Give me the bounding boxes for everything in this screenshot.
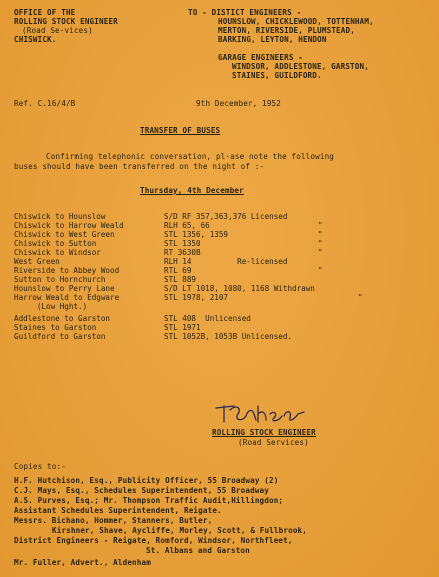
transfer-row	[14, 275, 434, 284]
transfer-row	[14, 302, 434, 311]
transfer-row	[14, 239, 434, 248]
transfer-route: Harrow Weald to Edgware	[14, 293, 120, 302]
copy-recipient: District Engineers - Reigate, Romford, Windsor, Northfleet,	[14, 536, 293, 545]
transfer-buses: S/D RF 357,363,376 Licensed	[164, 212, 288, 221]
transfer-buses: STL 1978, 2107	[164, 293, 229, 302]
transfer-route: Chiswick to West Green	[14, 230, 115, 239]
transfer-buses: S/D LT 1018, 1080, 1168 Withdrawn	[164, 284, 315, 293]
to-line7: STAINES, GUILDFORD.	[232, 71, 322, 80]
intro-line1: Confirming telephonic conversation, pl·ase note the following	[46, 152, 335, 161]
transfer-buses: RT 3630B	[164, 248, 201, 257]
transfer-route: Chiswick to Hounslow	[14, 212, 106, 221]
from-office-line4: CHISWICK.	[14, 35, 57, 44]
to-line6: WINDSOR, ADDLESTONE, GARSTON,	[232, 62, 369, 71]
transfer-buses: STL 1350	[164, 239, 201, 248]
transfer-route: Chiswick to Sutton	[14, 239, 97, 248]
transfer-buses: RTL 69	[164, 266, 192, 275]
transfer-route: Riverside to Abbey Wood	[14, 266, 120, 275]
copy-recipient: A.S. Purves, Esq.; Mr. Thompson Traffic Audit,Hillingdon;	[14, 496, 284, 505]
transfer-route: (Low Hght.)	[14, 302, 88, 311]
to-line5: GARAGE ENGINEERS -	[218, 53, 303, 62]
transfer-row	[14, 266, 434, 275]
copy-recipient: H.F. Hutchison, Esq., Publicity Officer, 55 Broadway (2)	[14, 476, 279, 485]
to-line3: MERTON, RIVERSIDE, PLUMSTEAD,	[218, 26, 355, 35]
transfer-route: Chiswick to Harrow Weald	[14, 221, 124, 230]
transfer-row	[14, 248, 434, 257]
transfer-row	[14, 284, 434, 293]
copy-recipient: St. Albans and Garston	[146, 546, 250, 555]
from-office-line3: (Road Se·vices)	[22, 26, 93, 35]
transfer-buses: RLH 65, 66	[164, 221, 210, 230]
transfer-route: Guildford to Garston	[14, 332, 106, 341]
transfer-route: Addlestone to Garston	[14, 314, 111, 323]
transfer-route: Staines to Garston	[14, 323, 97, 332]
transfer-buses: STL 1356, 1359	[164, 230, 229, 239]
to-line1: TO - DISTICT ENGINEERS -	[188, 8, 302, 17]
transfer-row	[14, 332, 434, 341]
transfer-route: West Green	[14, 257, 60, 266]
transfer-buses: RLH 14 Re-licensed	[164, 257, 288, 266]
to-line2: HOUNSLOW, CHICKLEWOOD, TOTTENHAM,	[218, 17, 374, 26]
from-office-line1: OFFICE OF THE	[14, 8, 76, 17]
transfer-row	[14, 314, 434, 323]
copy-recipient: Messrs. Bichano, Hommer, Stanners, Butler,	[14, 516, 213, 525]
reference: Ref. C.16/4/B	[14, 99, 76, 108]
transfer-row	[14, 323, 434, 332]
ditto-mark: "	[318, 230, 323, 239]
copies-heading: Copies to:-	[14, 462, 66, 471]
ditto-mark: "	[318, 239, 323, 248]
intro-line2: buses should have been transferred on the night of :-	[14, 162, 265, 171]
transfer-row	[14, 212, 434, 221]
copy-recipient: Mr. Fuller, Advert., Aldenham	[14, 558, 151, 567]
to-line4: BARKING, LEYTON, HENDON	[218, 35, 327, 44]
signature-title: ROLLING STOCK ENGINEER	[212, 428, 316, 437]
transfer-row	[14, 293, 434, 302]
copy-recipient: Kirshner, Shave, Aycliffe, Morley, Scott, & Fullbrook,	[52, 526, 307, 535]
from-office-line2: ROLLING STOCK ENGINEER	[14, 17, 118, 26]
ditto-mark: "	[358, 293, 363, 302]
transfer-row	[14, 221, 434, 230]
ditto-mark: "	[318, 266, 323, 275]
day-heading: Thursday, 4th December	[140, 186, 244, 195]
handwritten-signature	[212, 400, 308, 426]
transfer-buses: STL 889	[164, 275, 197, 284]
transfer-row	[14, 230, 434, 239]
copy-recipient: Assistant Schedules Superintendent, Reigate.	[14, 506, 222, 515]
copy-recipient: C.J. Mays, Esq., Schedules Superintendent, 55 Broadway	[14, 486, 269, 495]
transfer-buses: STL 408 Unlicensed	[164, 314, 251, 323]
document-title: TRANSFER OF BUSES	[140, 126, 221, 135]
transfer-buses: STL 1052B, 1053B Unlicensed.	[164, 332, 293, 341]
date: 9th December, 1952	[196, 99, 281, 108]
transfer-route: Sutton to Hornchurch	[14, 275, 106, 284]
transfer-row	[14, 257, 434, 266]
ditto-mark: "	[318, 248, 323, 257]
signature-dept: (Road Services)	[238, 438, 309, 447]
transfer-buses: STL 1971	[164, 323, 201, 332]
transfer-route: Hounslow to Perry Lane	[14, 284, 115, 293]
transfer-route: Chiswick to Windsor	[14, 248, 101, 257]
ditto-mark: "	[318, 221, 323, 230]
